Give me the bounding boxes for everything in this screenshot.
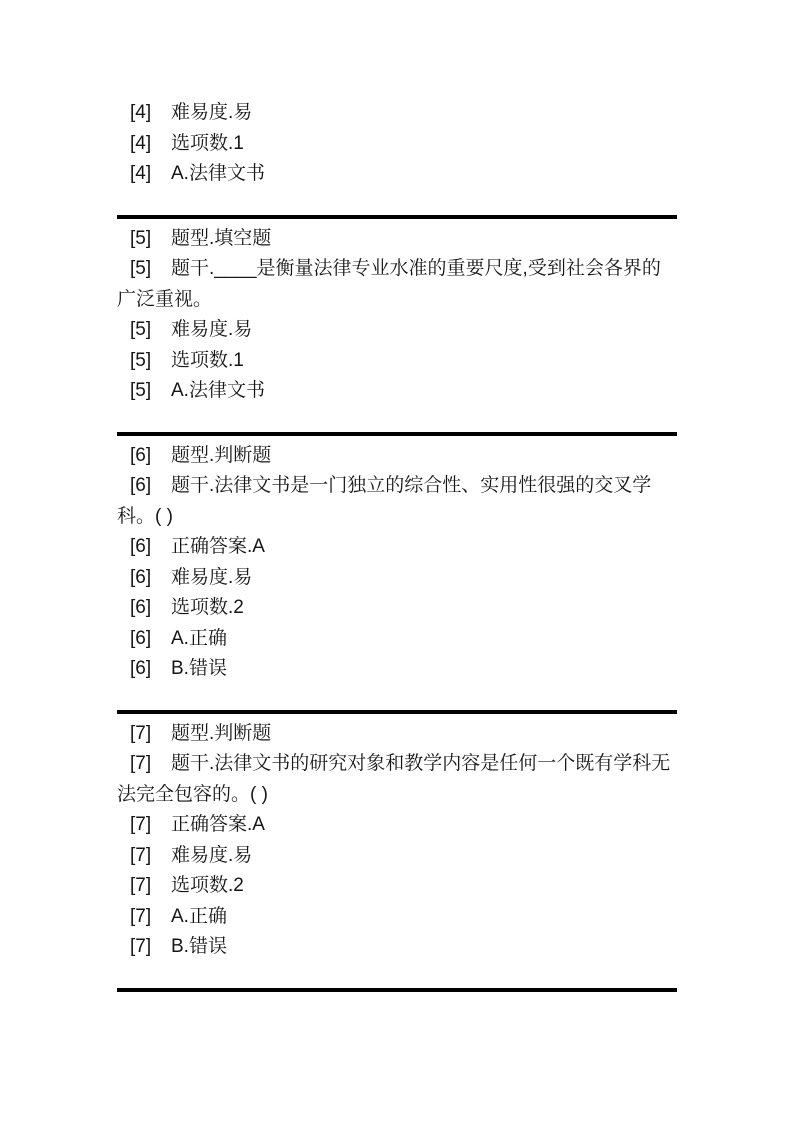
entry-index: [5] xyxy=(130,227,152,249)
question-section-6 xyxy=(117,441,677,685)
entry-text: 选项数.1 xyxy=(171,132,244,154)
entry-line xyxy=(117,98,677,129)
entry-line xyxy=(117,932,677,963)
entry-text: 难易度.易 xyxy=(171,319,253,340)
entry-line xyxy=(117,654,677,685)
entry-index: [7] xyxy=(130,844,152,866)
entry-line xyxy=(117,129,677,160)
entry-index: [5] xyxy=(130,258,152,279)
entry-line xyxy=(117,159,677,190)
entry-index: [5] xyxy=(130,380,152,401)
entry-line xyxy=(117,471,677,532)
entry-index: [6] xyxy=(130,444,152,466)
question-section-5 xyxy=(117,224,677,407)
entry-text: 正确答案.A xyxy=(171,814,265,835)
entry-index: [5] xyxy=(130,319,152,340)
entry-text: 难易度.易 xyxy=(171,844,253,866)
entry-index: [7] xyxy=(130,936,152,957)
entry-line xyxy=(117,224,677,255)
entry-text: B.错误 xyxy=(171,936,227,957)
entry-text: 题干.法律文书的研究对象和教学内容是任何一个既有学科无法完全包容的。( ) xyxy=(117,753,671,805)
entry-index: [6] xyxy=(130,536,152,557)
entry-line xyxy=(117,315,677,346)
entry-index: [4] xyxy=(130,102,152,123)
entry-text: 题型.判断题 xyxy=(171,444,272,466)
section-divider xyxy=(117,432,677,436)
entry-line xyxy=(117,593,677,624)
entry-index: [7] xyxy=(130,722,152,744)
section-divider xyxy=(117,988,677,992)
entry-text: 题干.法律文书是一门独立的综合性、实用性很强的交叉学科。( ) xyxy=(117,475,652,527)
entry-text: 正确答案.A xyxy=(171,536,265,557)
entry-index: [6] xyxy=(130,475,152,496)
entry-line xyxy=(117,871,677,902)
section-divider xyxy=(117,710,677,714)
entry-line xyxy=(117,376,677,407)
entry-text: A.正确 xyxy=(171,905,227,927)
entry-text: A.法律文书 xyxy=(171,163,265,184)
entry-text: 题型.判断题 xyxy=(171,722,272,744)
entry-index: [6] xyxy=(130,627,152,649)
entry-line xyxy=(117,719,677,750)
entry-line xyxy=(117,532,677,563)
entry-text: A.法律文书 xyxy=(171,380,265,401)
entry-index: [7] xyxy=(130,814,152,835)
entry-line xyxy=(117,749,677,810)
entry-text: 题干.____是衡量法律专业水准的重要尺度,受到社会各界的广泛重视。 xyxy=(117,258,661,310)
entry-text: 难易度.易 xyxy=(171,102,253,123)
entry-line xyxy=(117,810,677,841)
entry-text: B.错误 xyxy=(171,658,227,679)
entry-line xyxy=(117,346,677,377)
entry-text: 选项数.2 xyxy=(171,597,244,618)
entry-index: [5] xyxy=(130,349,152,371)
entry-index: [7] xyxy=(130,905,152,927)
question-section-7 xyxy=(117,719,677,963)
section-divider xyxy=(117,215,677,219)
entry-text: 选项数.1 xyxy=(171,349,244,371)
question-section-4 xyxy=(117,98,677,190)
entry-index: [7] xyxy=(130,753,152,774)
entry-index: [7] xyxy=(130,875,152,896)
entry-index: [6] xyxy=(130,658,152,679)
entry-text: 题型.填空题 xyxy=(171,227,272,249)
entry-line xyxy=(117,441,677,472)
entry-line xyxy=(117,563,677,594)
entry-line xyxy=(117,254,677,315)
entry-index: [4] xyxy=(130,163,152,184)
entry-text: A.正确 xyxy=(171,627,227,649)
entry-line xyxy=(117,902,677,933)
entry-index: [4] xyxy=(130,132,152,154)
entry-line xyxy=(117,624,677,655)
entry-line xyxy=(117,841,677,872)
entry-text: 选项数.2 xyxy=(171,875,244,896)
entry-index: [6] xyxy=(130,566,152,588)
entry-index: [6] xyxy=(130,597,152,618)
entry-text: 难易度.易 xyxy=(171,566,253,588)
